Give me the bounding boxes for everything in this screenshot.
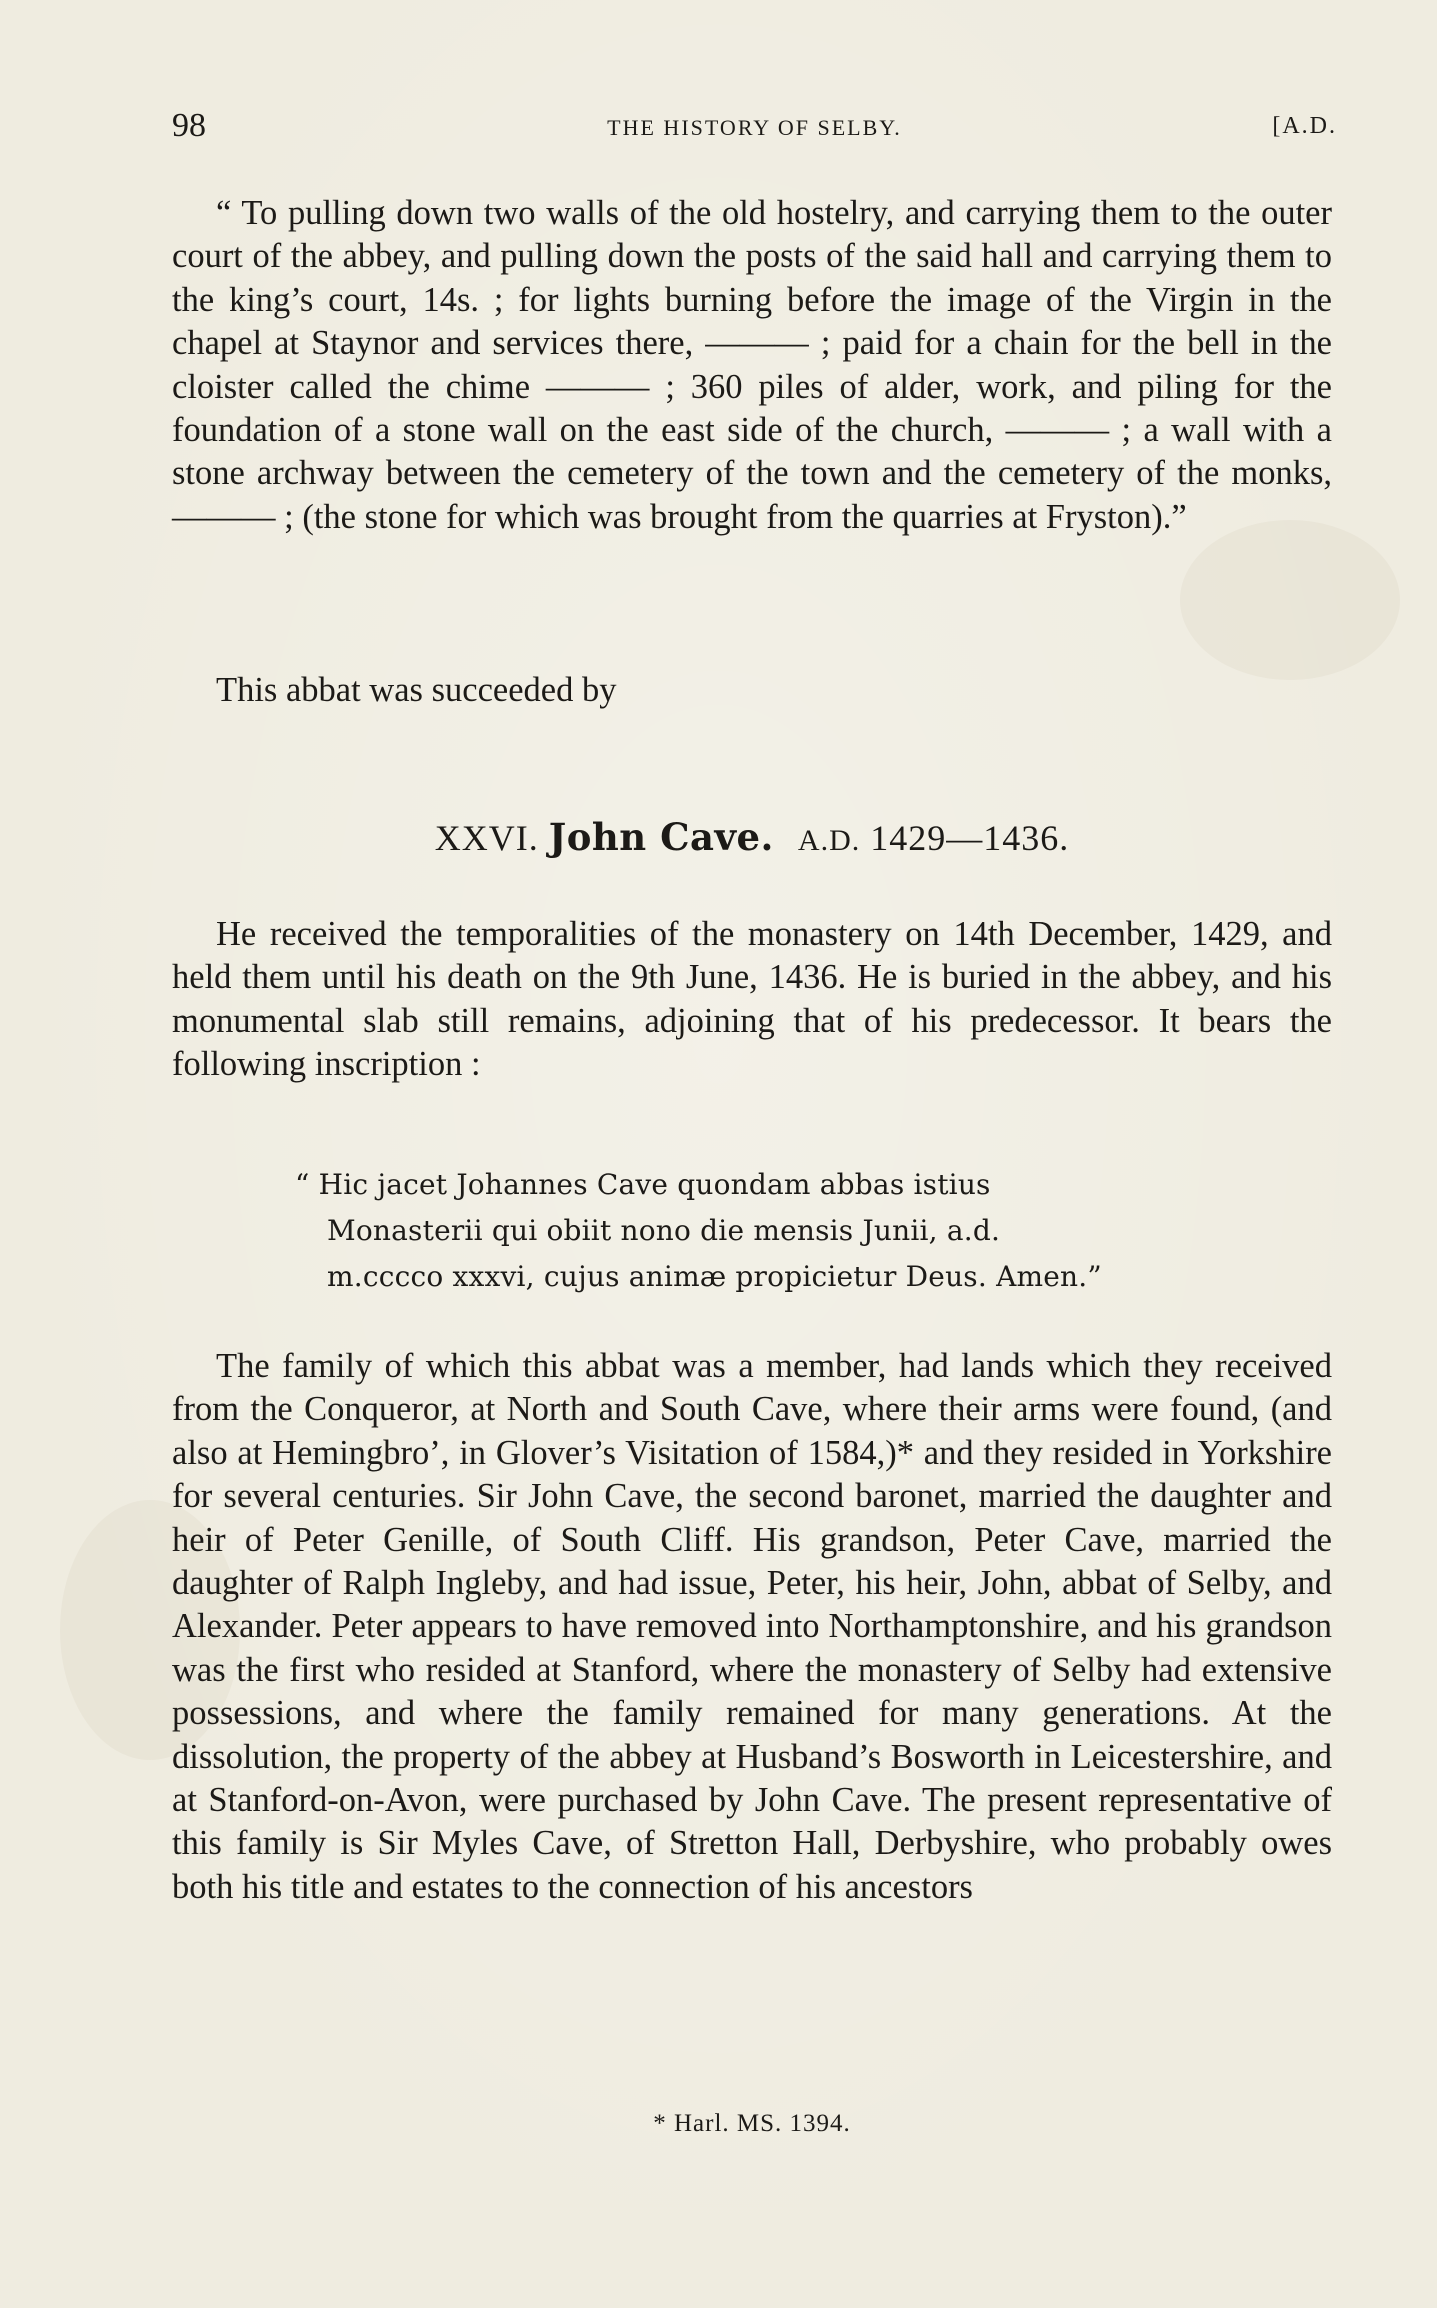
running-head [172,104,1337,148]
running-era: [A.D. [1272,113,1337,139]
paragraph-accounts-quote: “ To pulling down two walls of the old hostelry, and carrying them to the outer court of the abbey, and pulling down the posts of the said hall and carrying them to the king’s court, 14s. ; for lights burning before the image of the Virgin in the chapel at Staynor and services there, ——— ; paid for a chain for the bell in the cloister called the chime ——— ; 360 piles of alder, work, and piling for the foundation of a stone wall on the east side of the church, ——— ; a wall with a stone archway between the cemetery of the town and the cemetery of the monks, ——— ; (the stone for which was brought from the quarries at Fryston).” [172,194,1332,536]
running-title: THE HISTORY OF SELBY. [607,115,902,140]
paragraph-succession: This abbat was succeeded by [216,671,617,709]
heading-years: 1429—1436. [870,818,1070,858]
paragraph-temporalities: He received the temporalities of the monastery on 14th December, 1429, and held them until his death on the 9th June, 1436. He is buried in the abbey, and his monumental slab still remains, adjoining that of his predecessor. It bears the following inscription : [172,915,1332,1084]
inscription-line: “ Hic jacet Johannes Cave quondam abbas istius [295,1168,991,1201]
heading-number: XXVI. [434,818,539,858]
heading-name: John Cave. [548,815,774,859]
paper-stain [1180,520,1400,680]
inscription-line: m.cccco xxxvi, cujus animæ propicietur Deus. Amen.” [327,1260,1102,1293]
inscription-block [295,1162,1215,1300]
footnote: * Harl. MS. 1394. [653,2110,851,2137]
paragraph-family-history: The family of which this abbat was a member, had lands which they received from the Conqueror, at North and South Cave, where their arms were found, (and also at Hemingbro’, in Glover’s Visitation of 1584,)* and they resided in Yorkshire for several centuries. Sir John Cave, the second baronet, married the daughter and heir of Peter Genille, of South Cliff. His grandson, Peter Cave, married the daughter of Ralph Ingleby, and had issue, Peter, his heir, John, abbat of Selby, and Alexander. Peter appears to have removed into Northamptonshire, and his grandson was the first who resided at Stanford, where the monastery of Selby had extensive possessions, and where the family remained for many generations. At the dissolution, the property of the abbey at Husband’s Bosworth in Leicestershire, and at Stanford-on-Avon, were purchased by John Cave. The present representative of this family is Sir Myles Cave, of Stretton Hall, Derbyshire, who probably owes both his title and estates to the connection of his ancestors [172,1347,1332,1906]
heading-era: A.D. [797,824,861,857]
inscription-line: Monasterii qui obiit nono die mensis Junii, a.d. [327,1214,1001,1247]
section-heading [172,812,1332,866]
page-number: 98 [172,107,206,144]
